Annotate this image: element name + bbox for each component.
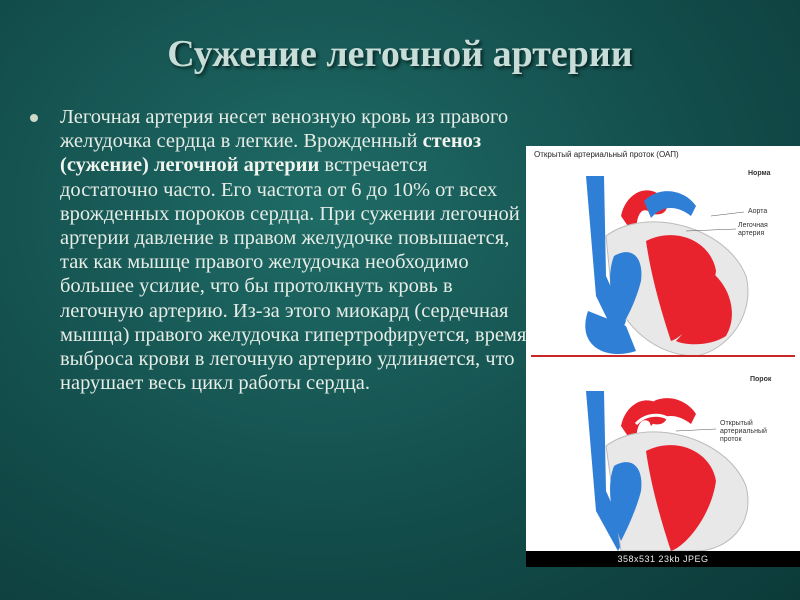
label-pulmonary-artery: Легочная артерия (738, 222, 768, 237)
label-norm: Норма (748, 170, 771, 177)
heart-diagrams (526, 146, 800, 551)
paragraph-text-1: Легочная артерия несет венозную кровь из правого желудочка сердца в легкие. Врожденный (60, 106, 509, 153)
paragraph-bold-term: стеноз (сужение) легочной артерии (60, 130, 482, 177)
figure-title: Открытый артериальный проток (ОАП) (534, 150, 679, 159)
label-open-duct: Открытый артериальный проток (720, 420, 767, 443)
heart-defect-graphic (586, 391, 748, 551)
slide-title: Сужение легочной артерии (167, 33, 633, 75)
heart-diagram-image (526, 146, 800, 567)
body-paragraph (60, 105, 530, 395)
image-info-bar: 358x531 23kb JPEG (526, 551, 800, 567)
bullet-icon (30, 114, 38, 122)
label-defect: Порок (750, 376, 772, 383)
paragraph-text-2: встречается достаточно часто. Его частота от 6 до 10% от всех врожденных пороков сердца. При сужении легочной артерии давление в правом желудочке повышается, так как мышце правого желудочка необходимо большее усилие, что бы протолкнуть кровь в легочную артерию. Из-за этого миокард (сердечная мышца) правого желудочка гипертрофируется, время выброса крови в легочную артерию удлиняется, что нарушает весь цикл работы сердца. (60, 154, 527, 395)
heart-normal-graphic (585, 176, 748, 356)
label-aorta: Аорта (748, 208, 768, 215)
